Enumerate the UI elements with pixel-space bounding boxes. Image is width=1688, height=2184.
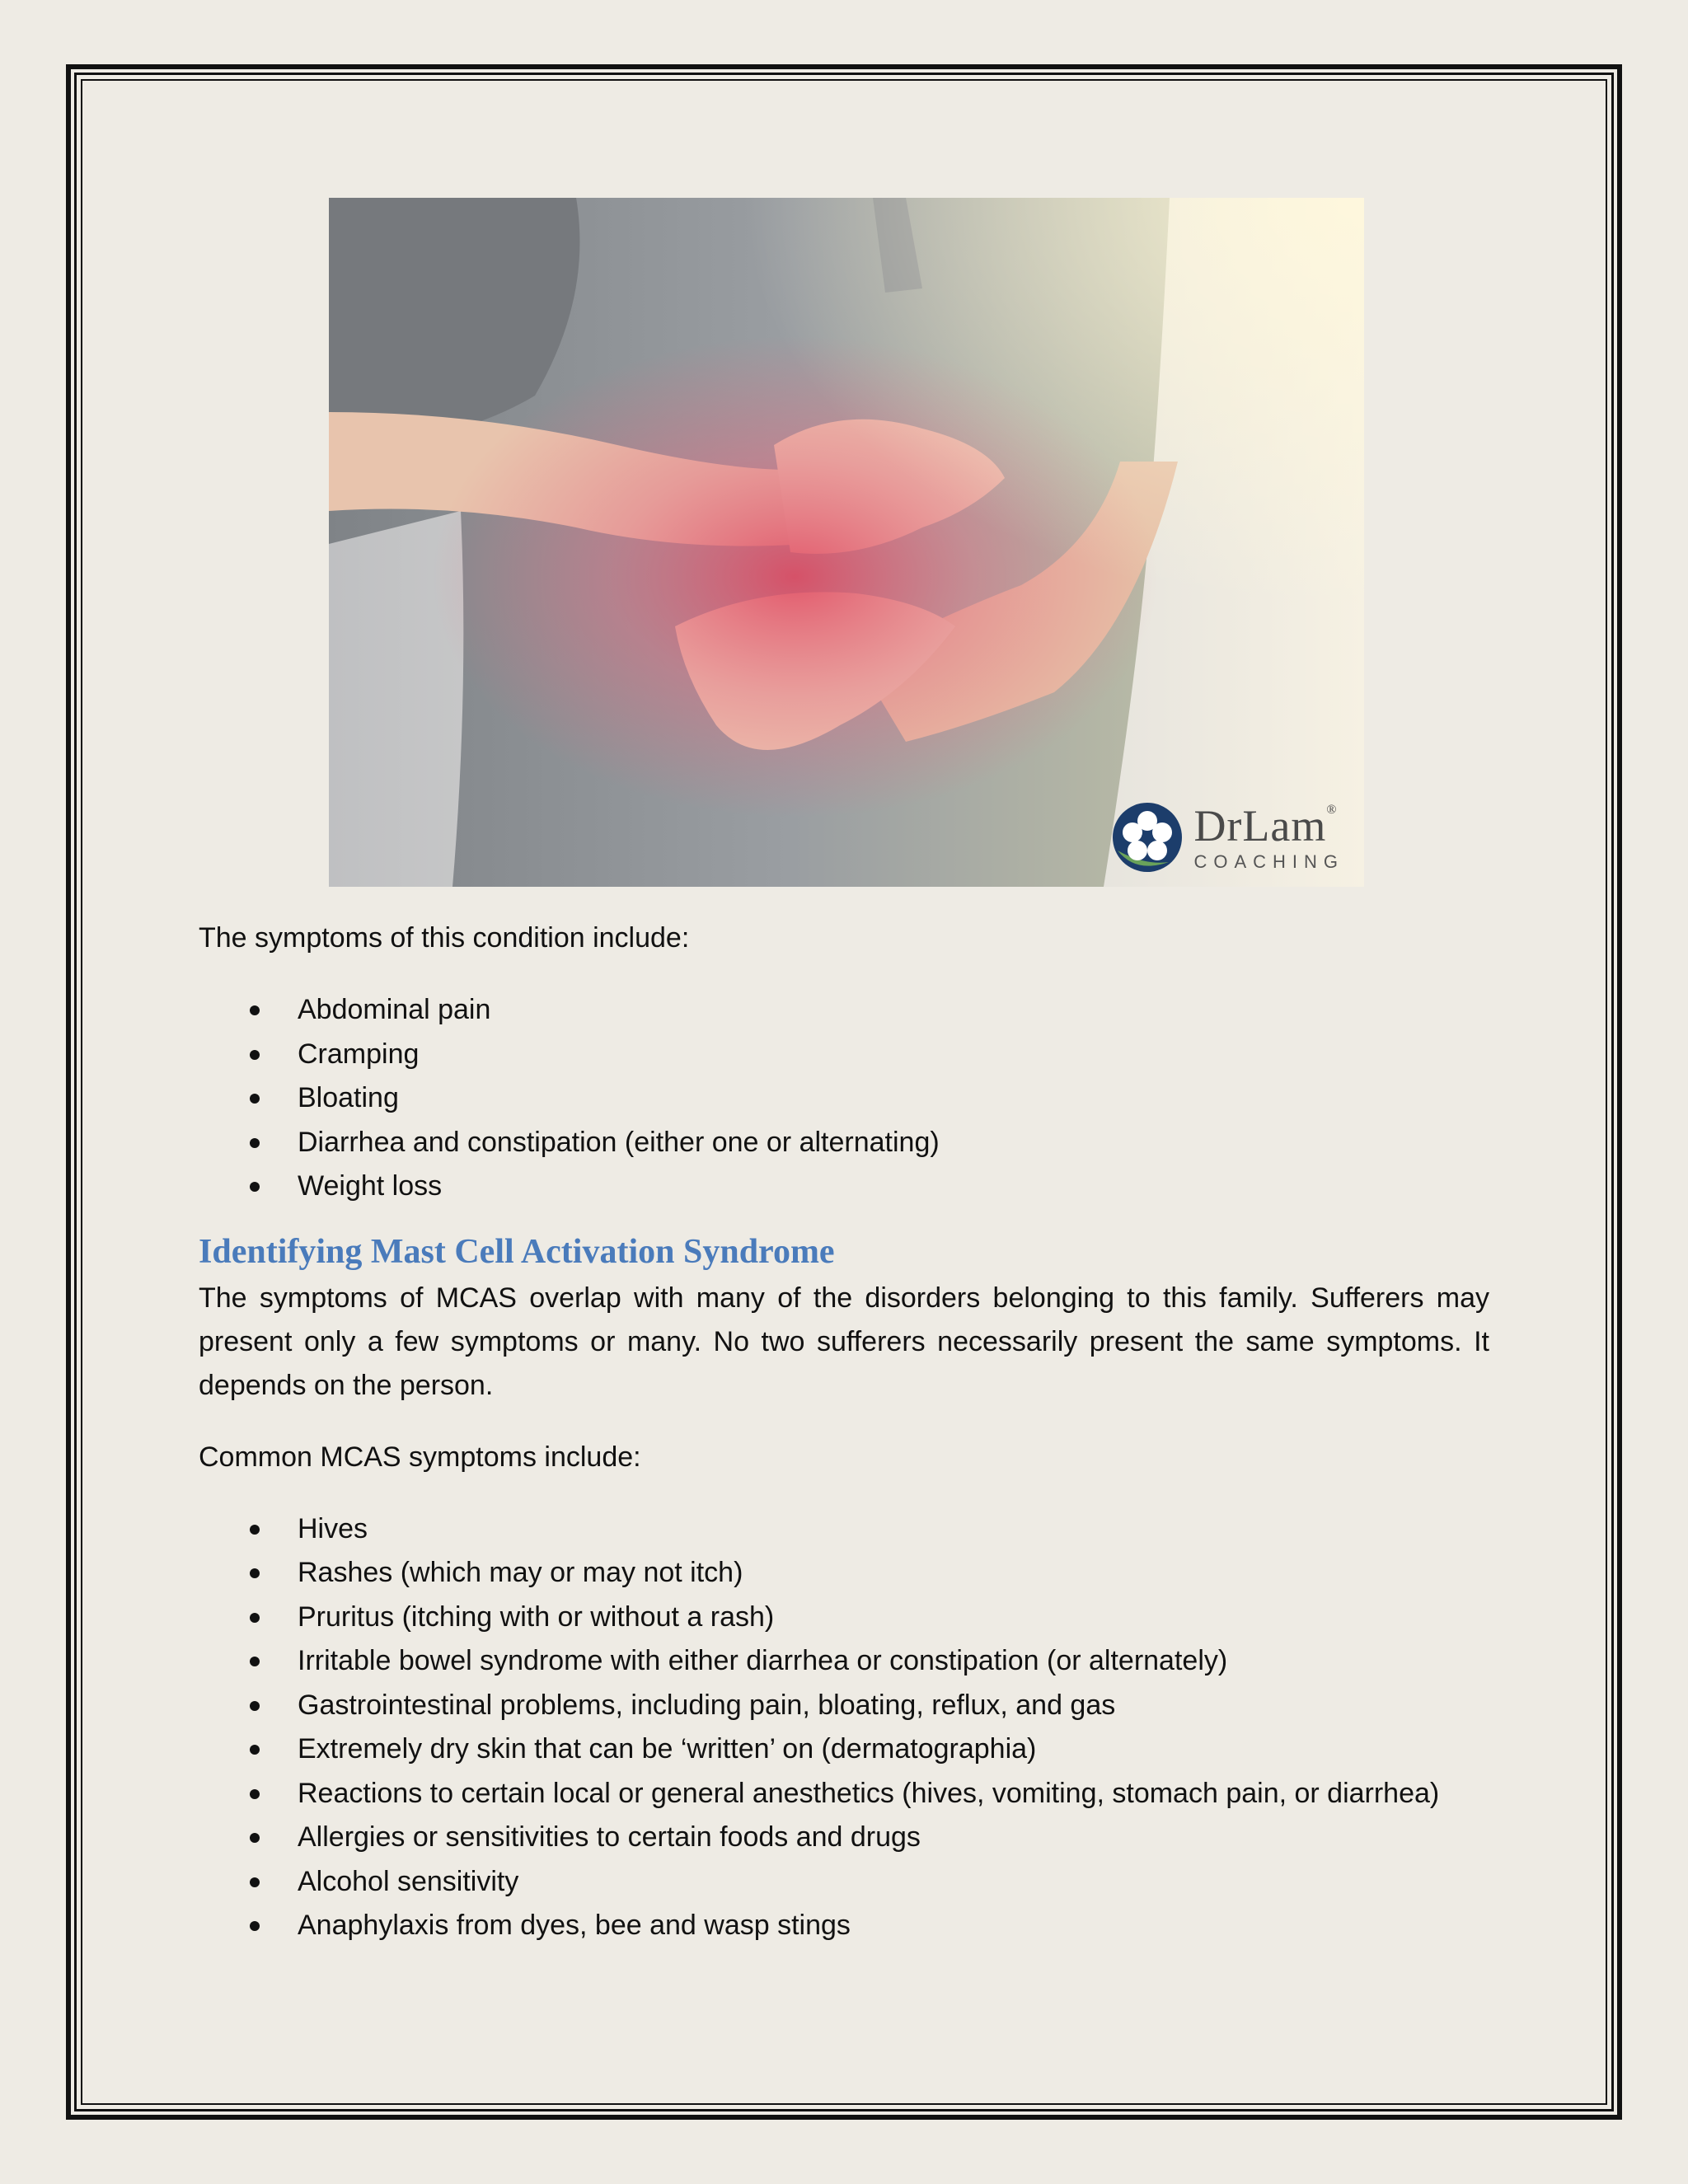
logo-sub-text: COACHING [1193, 851, 1344, 872]
list-item: Reactions to certain local or general anesthetics (hives, vomiting, stomach pain, or diarrhea) [199, 1772, 1489, 1816]
list-item: Hives [199, 1507, 1489, 1552]
mcas-paragraph: The symptoms of MCAS overlap with many of the disorders belonging to this family. Sufferers may present only a few symptoms or many. No two sufferers necessarily present the same symptoms. It depends on the person. [199, 1282, 1489, 1401]
symptoms-list [199, 988, 1489, 1209]
list-item: Irritable bowel syndrome with either diarrhea or constipation (or alternately) [199, 1639, 1489, 1684]
abdominal-pain-photo [329, 198, 1364, 887]
list-item: Gastrointestinal problems, including pain, bloating, reflux, and gas [199, 1684, 1489, 1728]
list-item: Diarrhea and constipation (either one or alternating) [199, 1121, 1489, 1165]
list-item: Cramping [199, 1033, 1489, 1077]
mcas-symptoms-list [199, 1507, 1489, 1948]
list-item: Rashes (which may or may not itch) [199, 1551, 1489, 1596]
list-item: Bloating [199, 1076, 1489, 1121]
list-item: Alcohol sensitivity [199, 1860, 1489, 1905]
list-item: Abdominal pain [199, 988, 1489, 1033]
list-item: Extremely dry skin that can be ‘written’ on (dermatographia) [199, 1727, 1489, 1772]
flower-logo-icon [1111, 801, 1184, 874]
logo-brand-text: DrLam® [1193, 801, 1338, 851]
list-item: Anaphylaxis from dyes, bee and wasp stings [199, 1904, 1489, 1948]
list-item: Pruritus (itching with or without a rash) [199, 1596, 1489, 1640]
drlam-coaching-logo [1111, 801, 1344, 874]
symptoms-intro: The symptoms of this condition include: [199, 922, 690, 954]
section-heading: Identifying Mast Cell Activation Syndrome [199, 1232, 835, 1271]
list-item: Allergies or sensitivities to certain foods and drugs [199, 1816, 1489, 1860]
list-item: Weight loss [199, 1165, 1489, 1209]
mcas-symptoms-intro: Common MCAS symptoms include: [199, 1441, 641, 1473]
document-body [199, 916, 1489, 1968]
